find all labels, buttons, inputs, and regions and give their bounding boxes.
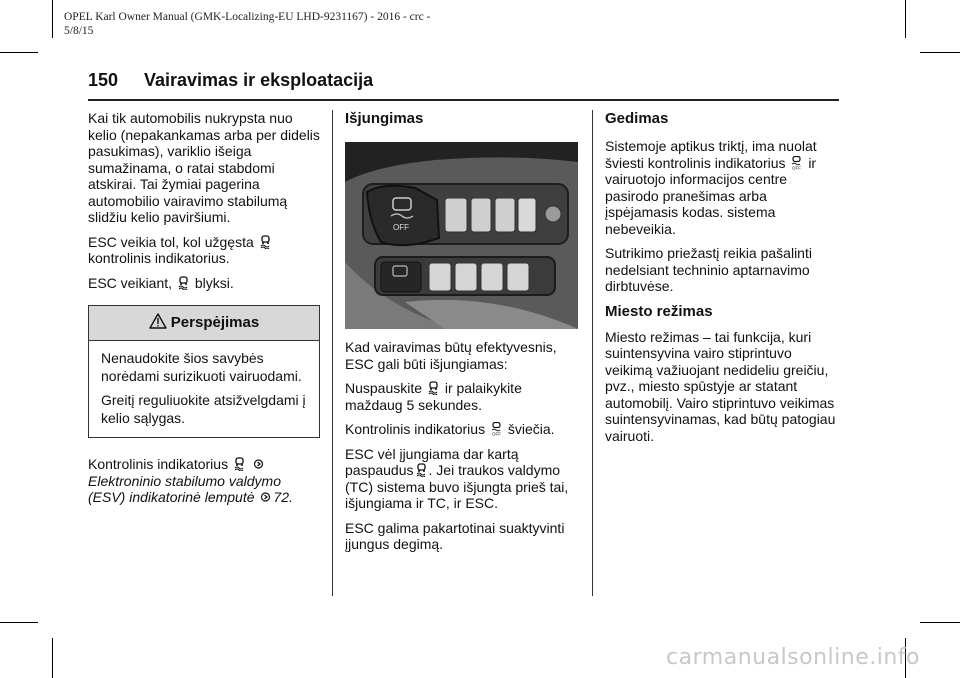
meta-date: 5/8/15 [64,25,94,37]
warning-header [89,306,319,341]
paragraph: ESC veikiant, blyksi. [88,274,234,291]
paragraph: ESC galima pakartotinai suaktyvinti įjungus degimą. [345,519,565,552]
crop-mark [920,52,960,53]
warning-text: Greitį reguliuokite atsižvelgdami į kelio sąlygas. [101,392,306,426]
dashboard-esc-button-photo [345,142,578,329]
esc-off-icon [491,422,502,436]
section-heading: Miesto režimas [605,302,713,320]
esc-car-skid-icon [178,276,189,290]
svg-text:OFF: OFF [792,165,802,170]
warning-box [88,305,320,438]
crop-mark [0,622,38,623]
esc-car-skid-icon [260,235,271,249]
paragraph[interactable]: Elektroninio stabilumo valdymo (ESV) indikatorinė lemputė 72. [88,472,293,505]
esc-off-icon [791,156,802,170]
paragraph: Sistemoje aptikus triktį, ima nuolat šviesti kontrolinis indikatorius OFF ir vairuotojo informacijos centre pasirodo pranešimas arba įspėjamasis kodas. sistema nebeveikia. [605,138,817,237]
svg-text:OFF: OFF [491,431,501,436]
crop-mark [905,0,906,38]
paragraph: Kai tik automobilis nukrypsta nuo kelio (nepakankamas arba per didelis pasukimas), variklio išeiga sumažinama, o ratai stabdomi atskirai. Tai žymiai pagerina automobilio vairavimo stabilumą slidžiu kelio paviršiumi. [88,110,320,225]
meta-line: OPEL Karl Owner Manual (GMK-Localizing-EU LHD-9231167) - 2016 - crc - [64,11,431,23]
section-heading: Išjungimas [345,110,424,127]
column-middle [345,110,580,561]
column-divider [592,110,593,596]
warning-text: Nenaudokite šios savybės norėdami surizikuoti vairuodami. [101,350,302,384]
paragraph: Kontrolinis indikatorius [88,456,320,473]
column-right [605,110,841,452]
esc-car-skid-icon [234,457,245,471]
paragraph: ESC veikia tol, kol užgęsta kontrolinis indikatorius. [88,234,320,267]
paragraph: Kad vairavimas būtų efektyvesnis, ESC gali būti išjungiamas: [345,339,557,372]
paragraph: Sutrikimo priežastį reikia pašalinti nedelsiant techninio aptarnavimo dirbtuvėse. [605,245,812,294]
paragraph: Miesto režimas – tai funkcija, kuri suintensyvina vairo stiprintuvo veikimą važiuojant nedideliu greičiu, pvz., miesto spūstyje ar statant automobilį. Vairo stiprintuvo veikimas suintensyvinamas, kad būtų patogiau vairuoti. [605,328,836,444]
paragraph: Nuspauskite ir palaikykite maždaug 5 sekundes. [345,380,522,413]
warning-body [89,341,319,437]
page-reference: 72. [273,489,293,505]
crop-mark [52,638,53,678]
header-rule [88,99,839,101]
page-number: 150 [88,70,119,90]
crop-mark [52,0,53,38]
warning-triangle-icon [149,313,167,334]
watermark: carmanualsonline.info [666,645,920,670]
esc-car-skid-icon [416,463,427,477]
warning-title: Perspėjimas [170,313,260,331]
column-left [88,110,320,514]
paragraph: Kontrolinis indikatorius OFF šviečia. [345,421,555,437]
paragraph: ESC vėl įjungiama dar kartą paspaudus . Jei traukos valdymo (TC) sistema buvo išjungta prieš tai, išjungiama ir TC, ir ESC. [345,445,569,511]
document-meta [64,10,430,38]
page-reference-arrow-icon [253,457,264,471]
esc-car-skid-icon [428,381,439,395]
off-label: OFF [393,223,409,232]
crop-mark [920,622,960,623]
crop-mark [0,52,38,53]
section-heading: Gedimas [605,110,669,127]
page-header [88,70,838,98]
column-divider [332,110,333,596]
page-reference-arrow-icon [260,490,271,504]
page-title: Vairavimas ir eksploatacija [144,70,374,90]
